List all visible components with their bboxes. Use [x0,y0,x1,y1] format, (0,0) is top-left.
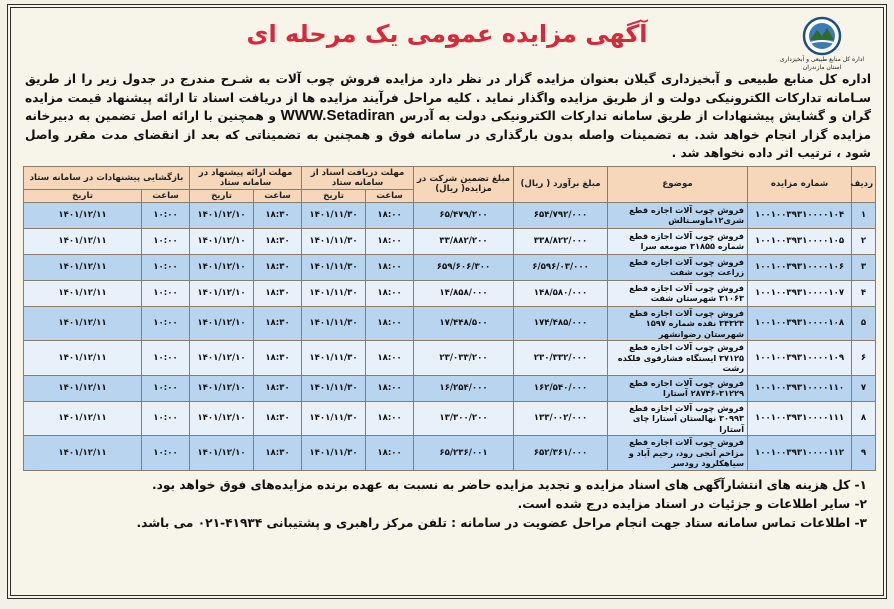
intro-text-part1: اداره کل منابع طبیعی و آبخیزداری گیلان بعنوان مزایده گزار در نظر دارد مزایده فروش چوب آلات به شـرح مندرج در جدول زیر را از طریق سـامانه تدارکات الکترونیکی دولت و از طریق مزایده واگذار نماید . کلیه مراحل فرآیند مزایده ها از دریافت اسناد تا ارائه پیشنهاد قیمت مزایده گران و گشایش پیشنهادات از طریق سامانه تدارکات الکترونیکی دولت به آدرس [25,72,871,123]
header-guarantee: مبلغ تضمین شرکت در مزایده( ریال) [414,166,514,202]
cell-open-date: ۱۴۰۱/۱۲/۱۱ [24,202,142,228]
cell-sub-time: ۱۸:۳۰ [254,341,302,376]
cell-recv-time: ۱۸:۰۰ [366,341,414,376]
table-row [24,401,876,436]
table-row [24,254,876,280]
cell-number: ۱۰۰۱۰۰۳۹۳۱۰۰۰۰۱۱۲ [748,436,852,471]
cell-sub-time: ۱۸:۳۰ [254,401,302,436]
cell-recv-time: ۱۸:۰۰ [366,401,414,436]
cell-estimate: ۳۳۸/۸۲۲/۰۰۰ [514,228,608,254]
cell-sub-time: ۱۸:۳۰ [254,254,302,280]
cell-row: ۹ [852,436,876,471]
setadiran-link[interactable]: WWW.Setadiran [280,107,395,124]
cell-open-time: ۱۰:۰۰ [142,202,190,228]
cell-open-time: ۱۰:۰۰ [142,401,190,436]
cell-estimate: ۲۳۰/۳۳۲/۰۰۰ [514,341,608,376]
subheader-time: ساعت [142,189,190,202]
cell-guarantee: ۱۴/۸۵۸/۰۰۰ [414,280,514,306]
cell-open-time: ۱۰:۰۰ [142,341,190,376]
cell-recv-date: ۱۴۰۱/۱۱/۳۰ [302,280,366,306]
cell-sub-date: ۱۴۰۱/۱۲/۱۰ [190,280,254,306]
cell-row: ۸ [852,401,876,436]
cell-recv-date: ۱۴۰۱/۱۱/۳۰ [302,436,366,471]
table-row [24,202,876,228]
cell-guarantee: ۱۷/۴۴۸/۵۰۰ [414,306,514,341]
table-row [24,228,876,254]
cell-row: ۷ [852,375,876,401]
cell-sub-time: ۱۸:۳۰ [254,436,302,471]
cell-estimate: ۱۶۲/۵۴۰/۰۰۰ [514,375,608,401]
cell-row: ۶ [852,341,876,376]
cell-row: ۴ [852,280,876,306]
header-auction-number: شماره مزایده [748,166,852,202]
cell-recv-time: ۱۸:۰۰ [366,280,414,306]
subheader-date: تاریخ [190,189,254,202]
cell-subject: فروش چوب آلات اجازه قطع ۳۴۳۲۴ نقده شماره ۱۵۹۷ شهرستان رضوانشهر [608,306,748,341]
subheader-date: تاریخ [24,189,142,202]
footnote-item: ۱- کل هزینه های انتشارآگهی های اسناد مزایده و تجدید مزایده حاضر به نسبت به عهده برنده مزایده‌های فوق خواهد بود. [152,477,867,492]
cell-subject: فروش چوب آلات اجازه قطع ۳۱۲۲۹-۲۸۷۴۶ آستارا [608,375,748,401]
cell-estimate: ۱۴۸/۵۸۰/۰۰۰ [514,280,608,306]
cell-open-time: ۱۰:۰۰ [142,254,190,280]
cell-sub-date: ۱۴۰۱/۱۲/۱۰ [190,202,254,228]
cell-estimate: ۶۵۴/۷۹۲/۰۰۰ [514,202,608,228]
footnotes [11,471,883,533]
intro-paragraph [11,70,883,163]
cell-open-date: ۱۴۰۱/۱۲/۱۱ [24,375,142,401]
cell-sub-time: ۱۸:۳۰ [254,375,302,401]
cell-estimate: ۱۳۳/۰۰۲/۰۰۰ [514,401,608,436]
cell-recv-date: ۱۴۰۱/۱۱/۳۰ [302,228,366,254]
cell-subject: فروش چوب آلات اجازه قطع زراعت چوب شفت [608,254,748,280]
cell-open-date: ۱۴۰۱/۱۲/۱۱ [24,280,142,306]
cell-sub-time: ۱۸:۳۰ [254,202,302,228]
cell-open-date: ۱۴۰۱/۱۲/۱۱ [24,341,142,376]
cell-guarantee: ۱۳/۳۰۰/۲۰۰ [414,401,514,436]
cell-number: ۱۰۰۱۰۰۳۹۳۱۰۰۰۰۱۰۹ [748,341,852,376]
cell-open-time: ۱۰:۰۰ [142,375,190,401]
footnote-item: ۲- سایر اطلاعات و جزئیات در اسناد مزایده درج شده است. [517,496,867,511]
cell-estimate: ۱۷۴/۴۸۵/۰۰۰ [514,306,608,341]
cell-guarantee: ۶۵/۲۳۶/۰۰۱ [414,436,514,471]
table-row [24,306,876,341]
header-submit-offers: مهلت ارائه پیشنهاد در سامانه ستاد [190,166,302,189]
cell-recv-time: ۱۸:۰۰ [366,228,414,254]
cell-estimate: ۶/۵۹۶/۰۳/۰۰۰ [514,254,608,280]
cell-recv-date: ۱۴۰۱/۱۱/۳۰ [302,401,366,436]
cell-sub-date: ۱۴۰۱/۱۲/۱۰ [190,375,254,401]
cell-sub-date: ۱۴۰۱/۱۲/۱۰ [190,254,254,280]
cell-open-time: ۱۰:۰۰ [142,228,190,254]
header-receive-docs: مهلت دریافت اسناد از سامانه ستاد [302,166,414,189]
table-row [24,280,876,306]
table-row [24,341,876,376]
table-row [24,375,876,401]
subheader-time: ساعت [366,189,414,202]
cell-sub-date: ۱۴۰۱/۱۲/۱۰ [190,228,254,254]
cell-row: ۱ [852,202,876,228]
cell-recv-time: ۱۸:۰۰ [366,375,414,401]
cell-open-time: ۱۰:۰۰ [142,280,190,306]
cell-recv-time: ۱۸:۰۰ [366,202,414,228]
logo-caption-1: اداره کل منابع طبیعی و آبخیزداری [779,56,865,63]
cell-open-date: ۱۴۰۱/۱۲/۱۱ [24,254,142,280]
cell-subject: فروش چوب آلات اجازه قطع مزاحم آنجی رود، رحیم آباد و سیاهکلرود رودسر [608,436,748,471]
cell-subject: فروش چوب آلات اجازه قطع ۳۷۱۲۵ ایستگاه فشارقوی فلکده رشت [608,341,748,376]
cell-open-date: ۱۴۰۱/۱۲/۱۱ [24,401,142,436]
cell-recv-time: ۱۸:۰۰ [366,306,414,341]
cell-number: ۱۰۰۱۰۰۳۹۳۱۰۰۰۰۱۰۵ [748,228,852,254]
cell-recv-date: ۱۴۰۱/۱۱/۳۰ [302,375,366,401]
cell-guarantee: ۲۳/۰۳۳/۲۰۰ [414,341,514,376]
cell-open-time: ۱۰:۰۰ [142,436,190,471]
cell-number: ۱۰۰۱۰۰۳۹۳۱۰۰۰۰۱۱۱ [748,401,852,436]
subheader-date: تاریخ [302,189,366,202]
cell-recv-date: ۱۴۰۱/۱۱/۳۰ [302,306,366,341]
cell-open-date: ۱۴۰۱/۱۲/۱۱ [24,228,142,254]
cell-number: ۱۰۰۱۰۰۳۹۳۱۰۰۰۰۱۰۶ [748,254,852,280]
notice-page [7,4,887,599]
cell-sub-date: ۱۴۰۱/۱۲/۱۰ [190,436,254,471]
cell-recv-time: ۱۸:۰۰ [366,436,414,471]
cell-recv-date: ۱۴۰۱/۱۱/۳۰ [302,202,366,228]
header-opening: بازگشایی پیشنهادات در سامانه ستاد [24,166,190,189]
table-row [24,436,876,471]
page-title: آگهی مزایده عمومی یک مرحله ای [246,20,648,48]
cell-sub-date: ۱۴۰۱/۱۲/۱۰ [190,401,254,436]
cell-subject: فروش چوب آلات اجازه قطع شری۱۲ماوسـتالش [608,202,748,228]
cell-number: ۱۰۰۱۰۰۳۹۳۱۰۰۰۰۱۰۷ [748,280,852,306]
cell-sub-time: ۱۸:۳۰ [254,306,302,341]
cell-recv-time: ۱۸:۰۰ [366,254,414,280]
header-estimate: مبلغ برآورد ( ریال) [514,166,608,202]
cell-number: ۱۰۰۱۰۰۳۹۳۱۰۰۰۰۱۱۰ [748,375,852,401]
cell-number: ۱۰۰۱۰۰۳۹۳۱۰۰۰۰۱۰۸ [748,306,852,341]
header-row-number: ردیف [852,166,876,202]
cell-open-date: ۱۴۰۱/۱۲/۱۱ [24,436,142,471]
cell-sub-date: ۱۴۰۱/۱۲/۱۰ [190,341,254,376]
subheader-time: ساعت [254,189,302,202]
cell-sub-time: ۱۸:۳۰ [254,228,302,254]
cell-row: ۲ [852,228,876,254]
auction-table [23,166,876,471]
cell-row: ۳ [852,254,876,280]
logo-caption-2: استان مازندران [802,64,842,71]
header-subject: موضوع [608,166,748,202]
cell-subject: فروش چوب آلات اجازه قطع ۳۰۹۹۳ نهالستان آستارا چای آستارا [608,401,748,436]
notice-header [11,8,883,70]
cell-guarantee: ۱۶/۲۵۴/۰۰۰ [414,375,514,401]
cell-recv-date: ۱۴۰۱/۱۱/۳۰ [302,341,366,376]
cell-sub-time: ۱۸:۳۰ [254,280,302,306]
cell-guarantee: ۶۵/۴۷۹/۲۰۰ [414,202,514,228]
cell-recv-date: ۱۴۰۱/۱۱/۳۰ [302,254,366,280]
cell-open-date: ۱۴۰۱/۱۲/۱۱ [24,306,142,341]
cell-sub-date: ۱۴۰۱/۱۲/۱۰ [190,306,254,341]
cell-subject: فروش چوب آلات اجازه قطع شماره ۳۱۸۵۵ صومعه سرا [608,228,748,254]
cell-number: ۱۰۰۱۰۰۳۹۳۱۰۰۰۰۱۰۴ [748,202,852,228]
intro-text-part2: و همچنین با ارائه اصل تضمین به دبیرخانه مزایده گزار انجام خواهد شد. به تضمینات واصله بدون بارگذاری در سامانه فوق و همچنین به تضمیناتی که بعد از انقضای مدت مقرر واصل شود ، ترتیب اثر داده نخواهد شد . [25,109,871,160]
table-header-row [24,166,876,189]
cell-guarantee: ۶۵۹/۶۰۶/۳۰۰ [414,254,514,280]
footnote-item: ۳- اطلاعات تماس سامانه ستاد جهت انجام مراحل عضویت در سامانه : تلفن مرکز راهبری و پشتیبانی ۴۱۹۳۴-۰۲۱ می باشد. [136,515,867,530]
cell-open-time: ۱۰:۰۰ [142,306,190,341]
cell-guarantee: ۳۳/۸۸۲/۲۰۰ [414,228,514,254]
cell-subject: فروش چوب آلات اجازه قطع ۳۱۰۶۳ شهرستان شفت [608,280,748,306]
cell-row: ۵ [852,306,876,341]
cell-estimate: ۶۵۲/۳۶۱/۰۰۰ [514,436,608,471]
